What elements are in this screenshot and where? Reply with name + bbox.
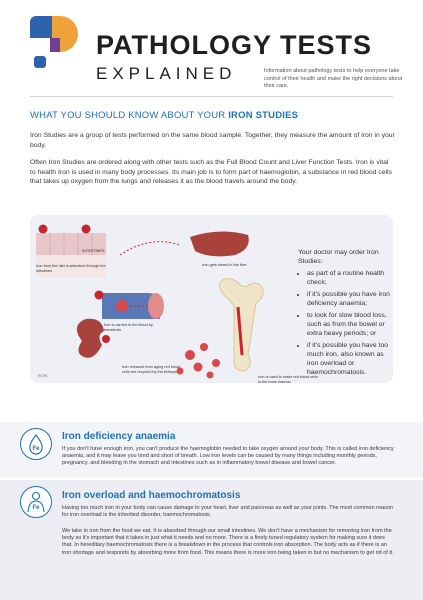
divider: [30, 96, 393, 97]
icon-fe-text-2: Fe: [32, 505, 40, 511]
intro-paragraph-1: Iron Studies are a group of tests performed on the same blood sample. Together, they measure the amount of iron in your body.: [30, 132, 395, 149]
label-transferrin: Iron is carried in the blood by transferrin: [104, 323, 153, 332]
pathology-logo-icon: [30, 16, 78, 68]
label-intestines: INTESTINES: [82, 249, 105, 253]
red-blood-cell-icon: [116, 300, 128, 312]
person-fe-icon: [20, 486, 52, 518]
fe-ion-icon: [82, 225, 91, 234]
doctor-item: • to look for slow blood loss, such as from the bowel or extra heavy periods; or: [307, 311, 393, 338]
label-liver: Iron gets stored in the liver: [202, 263, 247, 267]
doctor-item: • if it's possible you have iron deficiency anaemia;: [307, 290, 393, 308]
page-title: PATHOLOGY TESTS: [96, 30, 373, 60]
heading-emphasis: IRON STUDIES: [228, 110, 299, 121]
tagline: Information about pathology tests to help everyone take control of their health and make the right decisions about their care.: [264, 68, 403, 89]
kidney-icon: [77, 319, 104, 358]
section-text-overload-2: We take in iron from the food we eat. It is absorbed through our small intestines. We don't have a mechanism for removing iron from the body so it's important that it takes in just what it needs and no more. There is a finely tuned regulatory system for making sure it does that. In hereditary haemochromatosis there is a breakdown in the process that controls iron absorption. The body acts as if there is an iron shortage and responds by absorbing more from food. This means there is more iron being taken in but no mechanism to get rid of it.: [62, 528, 394, 556]
fe-ion-icon: [102, 335, 110, 343]
page-subtitle: EXPLAINED: [96, 64, 237, 83]
bone-marrow-icon: [219, 279, 263, 371]
doctor-list: [298, 248, 393, 380]
label-absorbed: Iron from the diet is absorbed through the intestines: [36, 264, 106, 273]
fe-ion-icon: [95, 291, 104, 300]
section-text-overload-1: Having too much iron in your body can cause damage to your heart, liver and pancreas as well as your joints. The most common reason for iron overload is the inherited disorder, haemochromatosis.: [62, 505, 393, 519]
label-kidneys: Iron released from aging red blood cells are recycled by the kidneys: [122, 365, 181, 374]
heading-prefix: WHAT YOU SHOULD KNOW ABOUT YOUR: [30, 110, 229, 121]
intro-paragraph-2: Often Iron Studies are ordered along with other tests such as the Full Blood Count and Liver Function Tests. Iron is vital to health Iron is used in many body processes. Its main job is to form part of haemoglobin, a substance in red blood cells that takes up oxygen from the lungs and releases it as the blood travels around the body.: [30, 159, 392, 185]
diagram-credit: RCPA: [38, 374, 48, 378]
label-marrow: Iron is used to make red blood cells in the bone marrow: [258, 375, 318, 383]
water-drop-fe-icon: [20, 428, 52, 460]
section-title-overload: Iron overload and haemochromatosis: [62, 490, 241, 501]
liver-icon: [190, 231, 249, 256]
section-title-deficiency: Iron deficiency anaemia: [62, 431, 176, 442]
doctor-item: • if it's possible you have too much iron, also known as iron overload or haemochromatosis.: [307, 341, 393, 377]
doctor-item: • as part of a routine health check;: [307, 269, 393, 287]
icon-fe-text-1: Fe: [32, 446, 40, 452]
doctor-intro: Your doctor may order Iron Studies:: [298, 249, 379, 265]
fe-ion-icon: [39, 225, 48, 234]
section-heading: [30, 110, 298, 121]
section-text-deficiency: If you don't have enough iron, you can't produce the haemoglobin needed to take oxygen around your body. This is called iron deficiency anaemia, and it may leave you tired and short of breath. Low iron levels can be caused by many things including monthly periods, pregnancy, and bleeding in the stomach and intestines such as in inflammatory bowel disease and bowel cancer.: [62, 446, 394, 467]
